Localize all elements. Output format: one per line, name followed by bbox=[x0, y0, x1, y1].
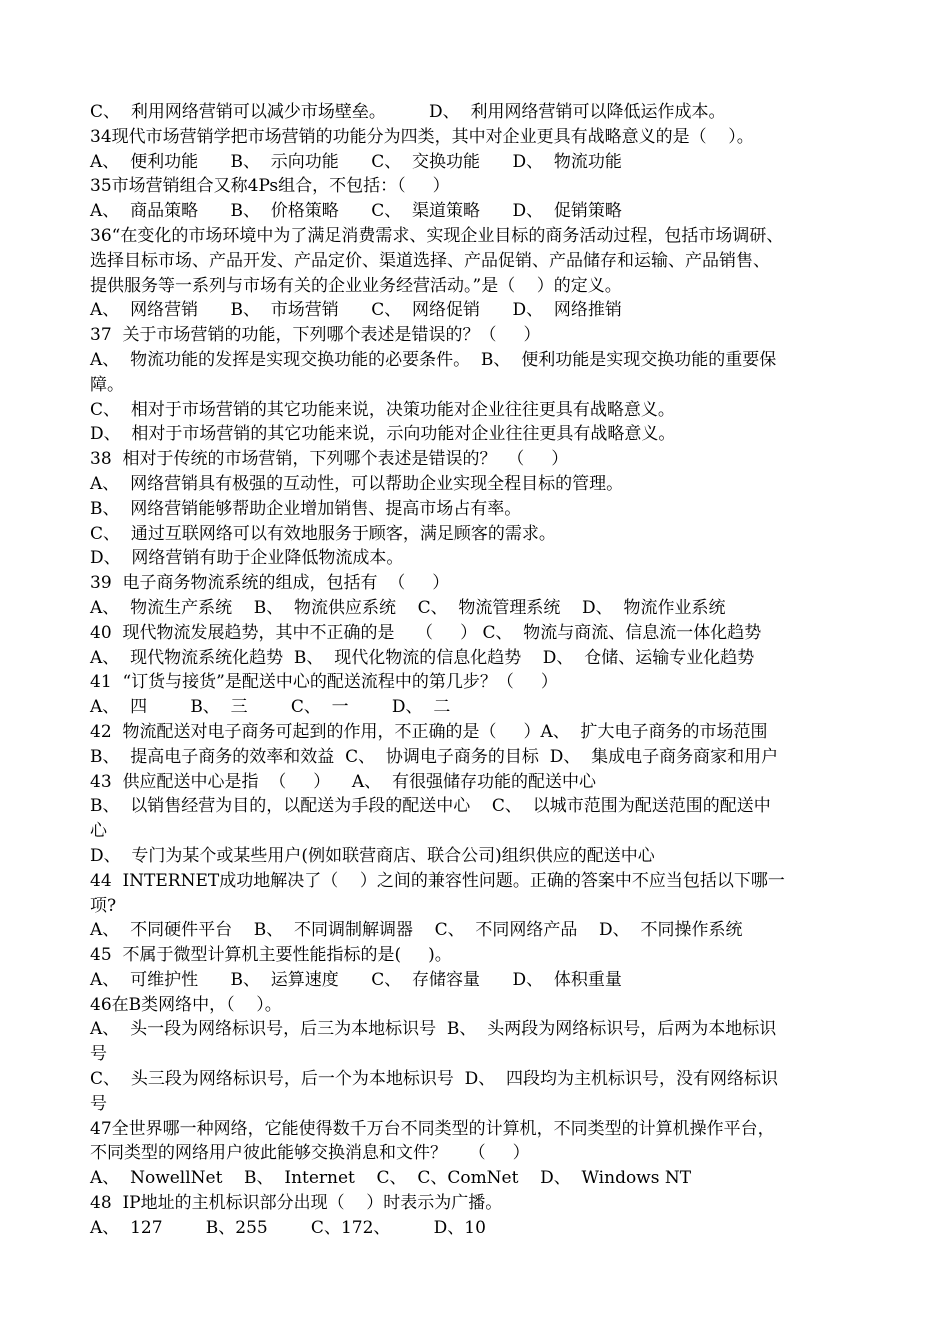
text-line: 47全世界哪一种网络，它能使得数千万台不同类型的计算机，不同类型的计算机操作平台， bbox=[90, 1118, 775, 1139]
text-line: 选择目标市场、产品开发、产品定价、渠道选择、产品促销、产品储存和运输、产品销售、 bbox=[90, 250, 770, 271]
text-line: 不同类型的网络用户彼此能够交换消息和文件？ （ ） bbox=[90, 1143, 530, 1164]
text-line: A、 物流生产系统 B、 物流供应系统 C、 物流管理系统 D、 物流作业系统 bbox=[90, 597, 726, 618]
text-line: A、 网络营销具有极强的互动性，可以帮助企业实现全程目标的管理。 bbox=[90, 473, 624, 494]
text-line: 44 INTERNET成功地解决了（ ）之间的兼容性问题。正确的答案中不应当包括以下哪一 bbox=[90, 870, 785, 891]
text-line: 提供服务等一系列与市场有关的企业业务经营活动。”是（ ）的定义。 bbox=[90, 275, 622, 296]
text-line: 45 不属于微型计算机主要性能指标的是( )。 bbox=[90, 945, 452, 966]
text-line: A、 网络营销 B、 市场营销 C、 网络促销 D、 网络推销 bbox=[90, 300, 622, 321]
text-line: 34现代市场营销学把市场营销的功能分为四类，其中对企业更具有战略意义的是（ ）。 bbox=[90, 126, 754, 147]
text-line: 35市场营销组合又称4Ps组合，不包括：（ ） bbox=[90, 176, 450, 197]
text-line: 心 bbox=[90, 821, 107, 842]
text-line: A、 商品策略 B、 价格策略 C、 渠道策略 D、 促销策略 bbox=[90, 201, 622, 222]
text-line: A、 便利功能 B、 示向功能 C、 交换功能 D、 物流功能 bbox=[90, 151, 622, 172]
text-line: D、 专门为某个或某些用户(例如联营商店、联合公司)组织供应的配送中心 bbox=[90, 845, 655, 866]
text-line: 46在B类网络中，（ ）。 bbox=[90, 994, 282, 1015]
text-line: D、 网络营销有助于企业降低物流成本。 bbox=[90, 548, 404, 569]
text-line: D、 相对于市场营销的其它功能来说，示向功能对企业往往更具有战略意义。 bbox=[90, 424, 676, 445]
text-line: A、 NowellNet B、 Internet C、 C、ComNet D、 Windows NT bbox=[90, 1168, 692, 1189]
text-line: 48 IP地址的主机标识部分出现（ ）时表示为广播。 bbox=[90, 1193, 503, 1214]
text-line: 37 关于市场营销的功能，下列哪个表述是错误的？（ ） bbox=[90, 325, 541, 346]
text-line: A、 不同硬件平台 B、 不同调制解调器 C、 不同网络产品 D、 不同操作系统 bbox=[90, 920, 743, 941]
text-line: 号 bbox=[90, 1093, 107, 1114]
text-line: A、 127 B、255 C、172、 D、10 bbox=[90, 1217, 486, 1238]
text-line: 43 供应配送中心是指 （ ） A、 有很强储存功能的配送中心 bbox=[90, 771, 596, 792]
text-line: C、 头三段为网络标识号，后一个为本地标识号 D、 四段均为主机标识号，没有网络标识 bbox=[90, 1069, 779, 1090]
text-line: 障。 bbox=[90, 374, 124, 395]
text-line: B、 以销售经营为目的，以配送为手段的配送中心 C、 以城市范围为配送范围的配送中 bbox=[90, 796, 771, 817]
text-line: B、 提高电子商务的效率和效益 C、 协调电子商务的目标 D、 集成电子商务商家和用户 bbox=[90, 746, 779, 767]
text-line: 41 “订货与接货”是配送中心的配送流程中的第几步？（ ） bbox=[90, 672, 558, 693]
document-page bbox=[90, 100, 880, 1241]
text-line: C、 利用网络营销可以减少市场壁垒。 D、 利用网络营销可以降低运作成本。 bbox=[90, 102, 726, 122]
text-line: 40 现代物流发展趋势，其中不正确的是 （ ） C、 物流与商流、信息流一体化趋势 bbox=[90, 622, 762, 643]
text-line: 36“在变化的市场环境中为了满足消费需求、实现企业目标的商务活动过程，包括市场调研、 bbox=[90, 225, 784, 246]
text-line: 42 物流配送对电子商务可起到的作用，不正确的是（ ）A、 扩大电子商务的市场范围 bbox=[90, 721, 768, 742]
text-line: 38 相对于传统的市场营销，下列哪个表述是错误的？ （ ） bbox=[90, 449, 569, 470]
text-line: C、 通过互联网络可以有效地服务于顾客，满足顾客的需求。 bbox=[90, 523, 556, 544]
text-line: A、 物流功能的发挥是实现交换功能的必要条件。 B、 便利功能是实现交换功能的重要保 bbox=[90, 349, 777, 370]
text-line: A、 现代物流系统化趋势 B、 现代化物流的信息化趋势 D、 仓储、运输专业化趋势 bbox=[90, 647, 755, 668]
text-line: 号 bbox=[90, 1044, 107, 1065]
text-line: 项? bbox=[90, 895, 117, 916]
text-line: A、 头一段为网络标识号，后三为本地标识号 B、 头两段为网络标识号，后两为本地标识 bbox=[90, 1019, 777, 1040]
text-line: C、 相对于市场营销的其它功能来说，决策功能对企业往往更具有战略意义。 bbox=[90, 399, 675, 420]
text-line: A、 四 B、 三 C、 一 D、 二 bbox=[90, 697, 451, 718]
text-line: A、 可维护性 B、 运算速度 C、 存储容量 D、 体积重量 bbox=[90, 969, 622, 990]
text-line: B、 网络营销能够帮助企业增加销售、提高市场占有率。 bbox=[90, 498, 522, 519]
text-line: 39 电子商务物流系统的组成，包括有 （ ） bbox=[90, 573, 450, 594]
